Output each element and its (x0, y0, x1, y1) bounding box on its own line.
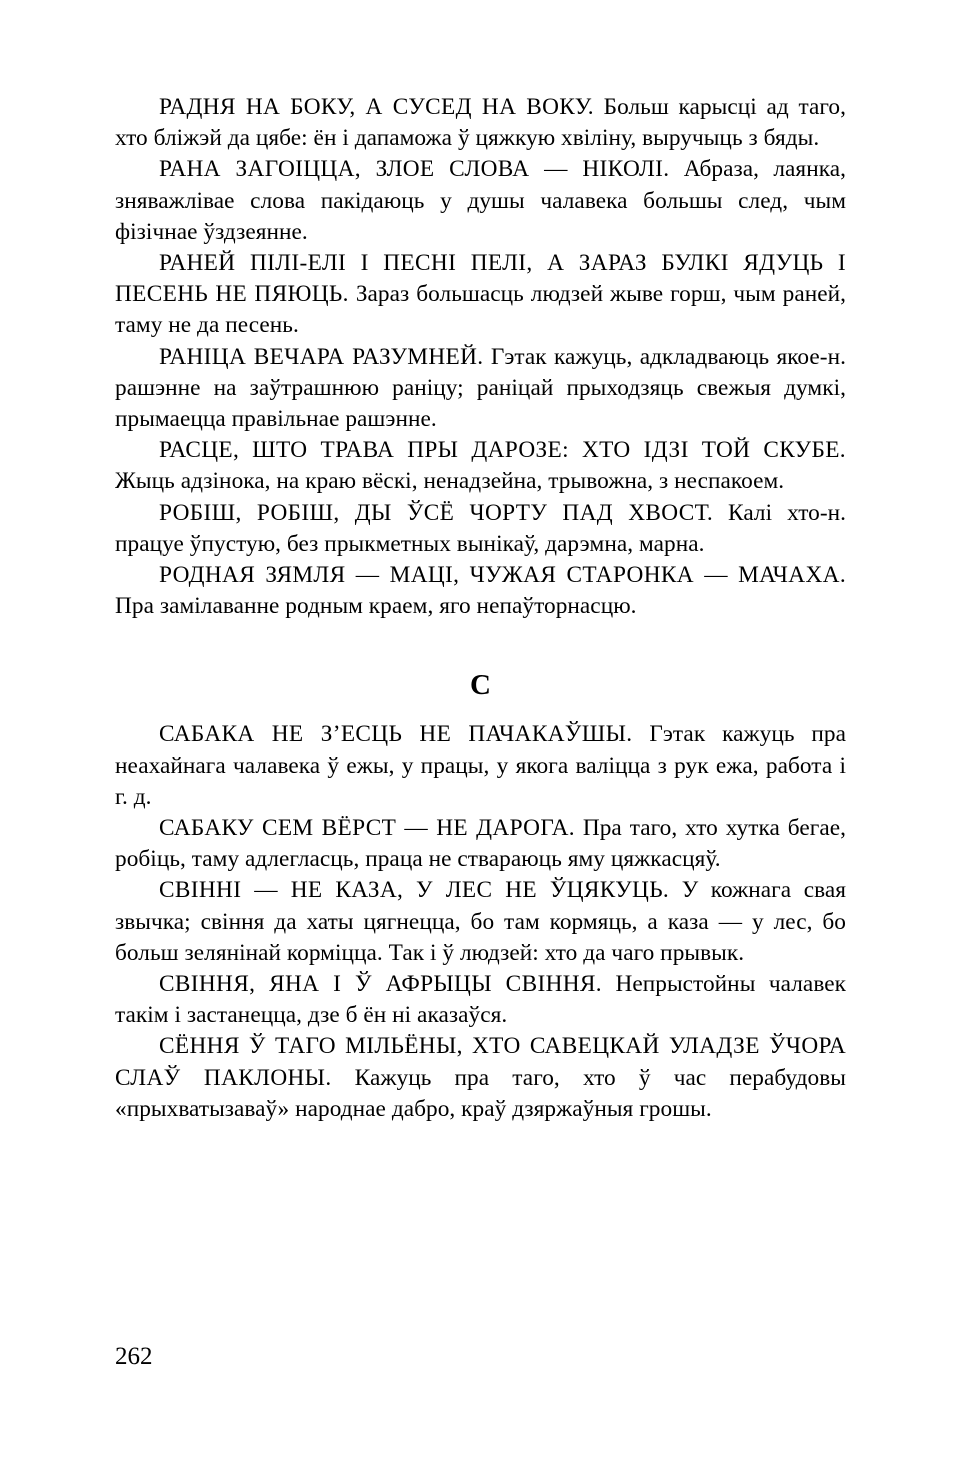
dictionary-entry (115, 875, 846, 969)
dictionary-entry (115, 498, 846, 560)
entry-definition: Пра замілаванне родным краем, яго непаўторнасцю. (115, 593, 637, 620)
entry-definition: Калі хто-н. працуе ўпустую, без прыкметных вынікаў, дарэмна, марна. (115, 499, 847, 557)
entry-definition: Зараз большасць людзей жыве горш, чым раней, таму не да песень. (115, 281, 847, 339)
entry-headword: РАСЦЕ, ШТО ТРАВА ПРЫ ДАРОЗЕ: ХТО ІДЗІ ТОЙ СКУБЕ. (159, 437, 846, 464)
entry-headword: РАНА ЗАГОІЦЦА, ЗЛОЕ СЛОВА — НІКОЛІ. (159, 156, 670, 183)
entry-definition: Гэтак кажуць, адкладваюць якое-н. рашэнне на заўтрашнюю раніцу; раніцай прыходзяць свежыя думкі, прымаецца правільнае рашэнне. (115, 343, 846, 433)
entry-headword: САБАКУ СЕМ ВЁРСТ — НЕ ДАРОГА. (159, 815, 575, 842)
entry-definition: Абраза, лаянка, зняважлівае слова пакідаюць у душы чалавека большы след, чым фізічнае ўздзеянне. (115, 156, 846, 245)
entry-definition: Пра таго, хто хутка бегае, робіць, таму адлегласць, праца не ствараюць яму цяжкасцяў. (115, 815, 846, 873)
text-column (115, 92, 846, 1125)
dictionary-entry (115, 435, 846, 497)
entry-headword: РОБІШ, РОБІШ, ДЫ ЎСЁ ЧОРТУ ПАД ХВОСТ. (159, 499, 714, 526)
dictionary-entry (115, 560, 846, 622)
dictionary-entry (115, 813, 846, 875)
dictionary-entry (115, 92, 846, 154)
entry-headword: СВІННЯ, ЯНА І Ў АФРЫЦЫ СВІННЯ. (159, 971, 602, 998)
entry-definition: Гэтак кажуць пра неахайнага чалавека ў ежы, у працы, у якога валіцца з рук ежа, работа і г. д. (115, 721, 847, 810)
entry-headword: РАДНЯ НА БОКУ, А СУСЕД НА ВОКУ. (159, 94, 594, 120)
dictionary-entry (115, 154, 846, 248)
entry-definition: Больш карысці ад таго, хто бліжэй да цябе: ён і дапаможа ў цяжкую хвіліну, выручыць з бяды. (115, 94, 846, 152)
section-letter-heading: С (470, 669, 491, 702)
entry-headword: СЁННЯ Ў ТАГО МІЛЬЁНЫ, ХТО САВЕЦКАЙ УЛАДЗЕ ЎЧОРА СЛАЎ ПАКЛОНЫ. (115, 1033, 846, 1091)
entry-headword: СВІННІ — НЕ КАЗА, У ЛЕС НЕ ЎЦЯКУЦЬ. (159, 877, 670, 904)
dictionary-entry (115, 1031, 846, 1125)
entry-headword: РАНІЦА ВЕЧАРА РАЗУМНЕЙ. (159, 343, 484, 370)
entry-definition: Жыць адзінока, на краю вёскі, ненадзейна, трывожна, з неспакоем. (115, 468, 785, 495)
entry-headword: РАНЕЙ ПІЛІ-ЕЛІ І ПЕСНІ ПЕЛІ, А ЗАРАЗ БУЛКІ ЯДУЦЬ І ПЕСЕНЬ НЕ ПЯЮЦЬ. (115, 250, 846, 308)
entry-headword: РОДНАЯ ЗЯМЛЯ — МАЦІ, ЧУЖАЯ СТАРОНКА — МАЧАХА. (159, 562, 846, 589)
entry-definition: Кажуць пра таго, хто ў час перабудовы «прыхватызаваў» народнае дабро, краў дзяржаўныя грошы. (115, 1064, 846, 1122)
entry-definition: У кожнага свая звычка; свіння да хаты цягнецца, бо там кормяць, а каза — у лес, бо больш зелянінай корміцца. Так і ў людзей: хто да чаго прывык. (115, 877, 847, 966)
dictionary-entry (115, 719, 846, 813)
entry-headword: САБАКА НЕ З’ЕСЦЬ НЕ ПАЧАКАЎШЫ. (159, 721, 633, 748)
dictionary-entry (115, 342, 846, 436)
dictionary-entry (115, 248, 846, 342)
spacer-before-section-letter (115, 622, 846, 671)
page-number: 262 (115, 1343, 153, 1370)
entry-definition: Непрыстойны чалавек такім і застанецца, дзе б ён ні аказаўся. (115, 971, 846, 1029)
dictionary-entry (115, 969, 846, 1031)
